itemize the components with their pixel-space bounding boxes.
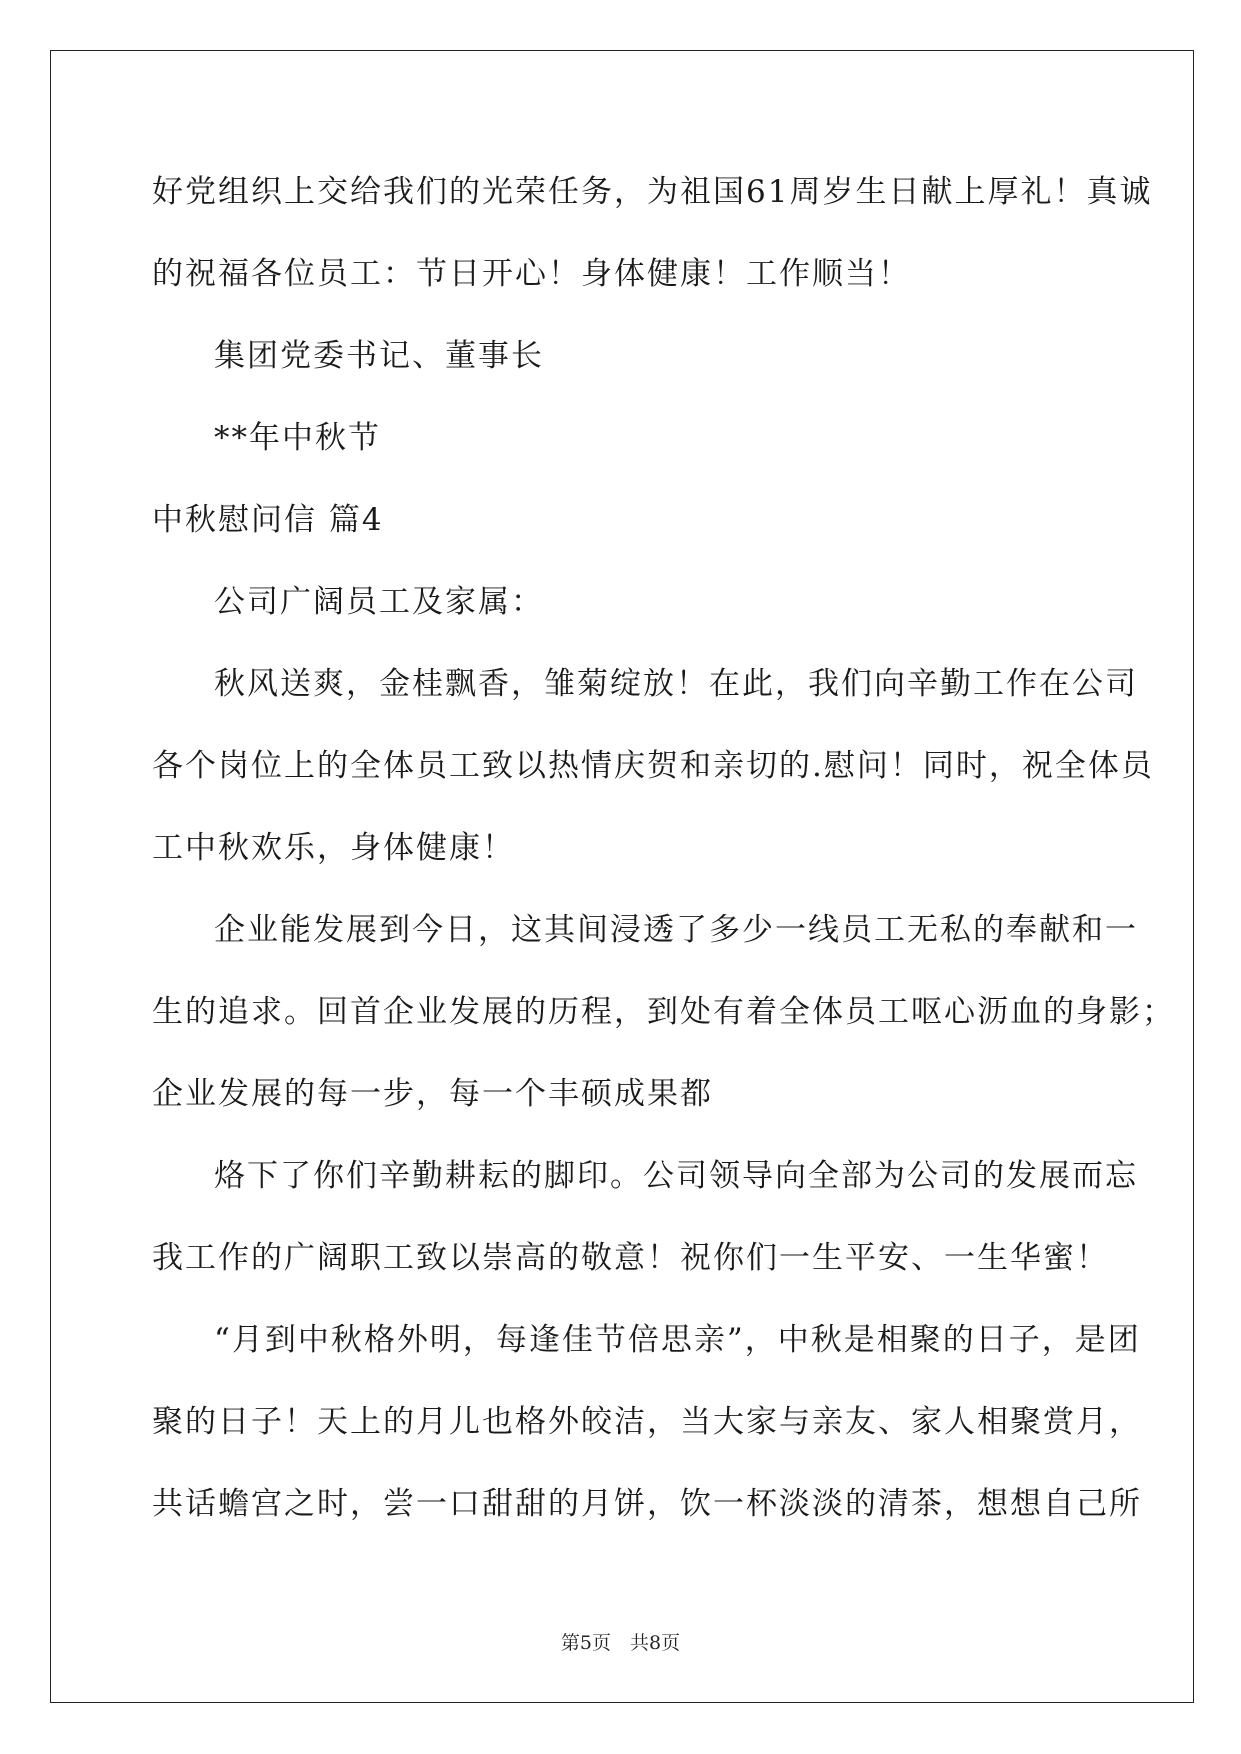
- text-line-8: 各个岗位上的全体员工致以热情庆贺和亲切的.慰问！同时，祝全体员: [152, 748, 1154, 784]
- text-line-13: 烙下了你们辛勤耕耘的脚印。公司领导向全部为公司的发展而忘: [214, 1158, 1138, 1194]
- text-line-9: 工中秋欢乐，身体健康！: [152, 830, 515, 866]
- text-line-10: 企业能发展到今日，这其间浸透了多少一线员工无私的奉献和一: [214, 912, 1138, 948]
- page-number: 第5页 共8页: [560, 1632, 681, 1654]
- text-line-12: 企业发展的每一步，每一个丰硕成果都: [152, 1076, 713, 1112]
- text-line-16: 聚的日子！天上的月儿也格外皎洁，当大家与亲友、家人相聚赏月，: [152, 1404, 1142, 1440]
- signature-title: 集团党委书记、董事长: [214, 338, 544, 374]
- salutation: 公司广阔员工及家属：: [214, 584, 544, 620]
- text-line-14: 我工作的广阔职工致以崇高的敬意！祝你们一生平安、一生华蜜！: [152, 1240, 1109, 1276]
- text-line-11: 生的追求。回首企业发展的历程，到处有着全体员工呕心沥血的身影；: [152, 994, 1175, 1030]
- document-body: [152, 162, 1175, 1556]
- text-line-2: 的祝福各位员工：节日开心！身体健康！工作顺当！: [152, 256, 911, 292]
- signature-date: **年中秋节: [214, 420, 381, 456]
- text-line-17: 共话蟾宫之时，尝一口甜甜的月饼，饮一杯淡淡的清茶，想想自己所: [152, 1486, 1142, 1522]
- text-line-15: “月到中秋格外明，每逢佳节倍思亲”，中秋是相聚的日子，是团: [214, 1322, 1141, 1358]
- section-heading: 中秋慰问信 篇4: [152, 502, 384, 538]
- text-line-7: 秋风送爽，金桂飘香，雏菊绽放！在此，我们向辛勤工作在公司: [214, 666, 1138, 702]
- text-line-1: 好党组织上交给我们的光荣任务，为祖国61周岁生日献上厚礼！真诚: [152, 174, 1153, 210]
